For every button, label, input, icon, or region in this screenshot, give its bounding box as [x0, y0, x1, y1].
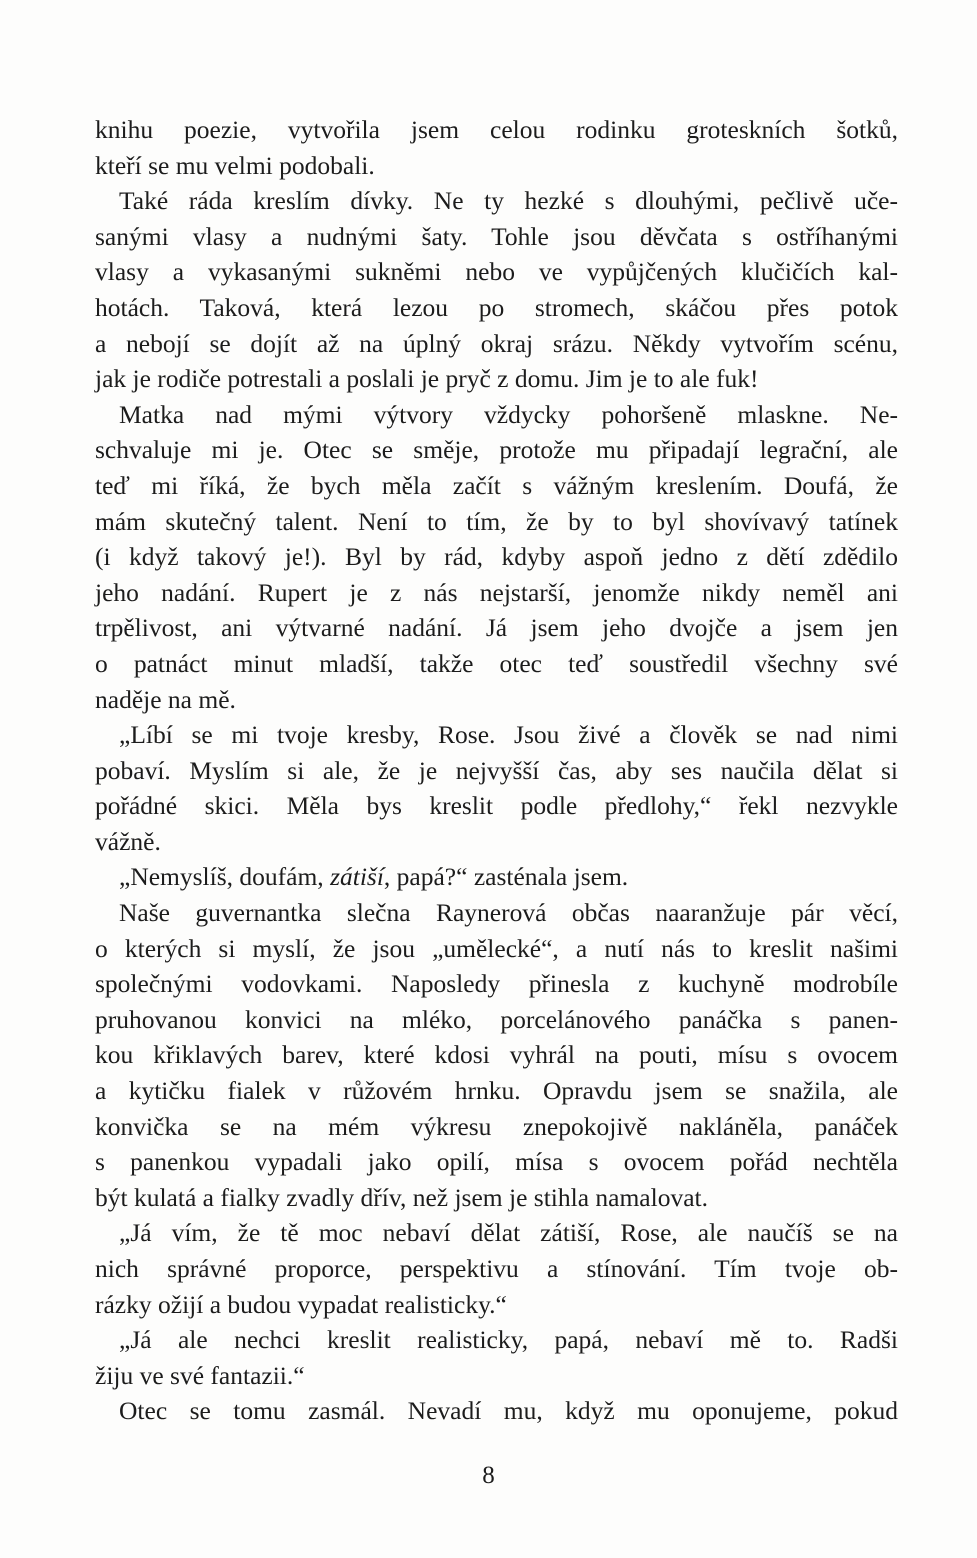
text-line: Naše guvernantka slečna Raynerová občas naaranžuje pár věcí,: [119, 898, 898, 928]
text-line: pořádné skici. Měla bys kreslit podle předlohy,“ řekl nezvykle: [95, 791, 898, 821]
text-line: pruhovanou konvici na mléko, porcelánového panáčka s panen-: [95, 1004, 898, 1034]
text-line: s panenkou vypadali jako opilí, mísa s ovocem pořád nechtěla: [95, 1147, 898, 1177]
body-text: [95, 112, 898, 1429]
text-line: o kterých si myslí, že jsou „umělecké“, a nutí nás to kreslit našimi: [95, 933, 898, 963]
text-line: žiju ve své fantazii.“: [95, 1360, 305, 1390]
text-line: hotách. Taková, která lezou po stromech, skáčou přes potok: [95, 292, 898, 322]
text-line: Také ráda kreslím dívky. Ne ty hezké s dlouhými, pečlivě uče-: [119, 186, 898, 216]
text-line: o patnáct minut mladší, takže otec teď soustředil všechny své: [95, 648, 898, 678]
text-line: sanými vlasy a nudnými šaty. Tohle jsou děvčata s ostříhanými: [95, 221, 898, 251]
text-line: vlasy a vykasanými sukněmi nebo ve vypůjčených klučičích kal-: [95, 257, 898, 287]
text-line: pobaví. Myslím si ale, že je nejvyšší čas, aby ses naučila dělat si: [95, 755, 898, 785]
text-line: „Já ale nechci kreslit realisticky, papá, nebaví mě to. Radši: [119, 1325, 898, 1355]
text-line: „Líbí se mi tvoje kresby, Rose. Jsou živé a člověk se nad nimi: [119, 720, 898, 750]
text-line: „Já vím, že tě moc nebaví dělat zátiší, Rose, ale naučíš se na: [119, 1218, 898, 1248]
text-line: a kytičku fialek v růžovém hrnku. Opravdu jsem se snažila, ale: [95, 1076, 898, 1106]
text-line: knihu poezie, vytvořila jsem celou rodinku groteskních šotků,: [95, 115, 898, 144]
text-line: konvička se na mém výkresu znepokojivě nakláněla, panáček: [95, 1111, 898, 1141]
text-line: jak je rodiče potrestali a poslali je pryč z domu. Jim je to ale fuk!: [95, 364, 759, 394]
text-line: kteří se mu velmi podobali.: [95, 150, 375, 180]
text-line: Otec se tomu zasmál. Nevadí mu, když mu oponujeme, pokud: [119, 1396, 898, 1426]
text-line: „Nemyslíš, doufám, zátiší, papá?“ zasténala jsem.: [119, 862, 629, 892]
text-line: kou křiklavých barev, které kdosi vyhrál na pouti, mísu s ovocem: [95, 1040, 898, 1070]
text-line: jeho nadání. Rupert je z nás nejstarší, jenomže nikdy neměl ani: [95, 577, 898, 607]
text-line: Matka nad mými výtvory vždycky pohoršeně mlaskne. Ne-: [119, 399, 898, 429]
text-line: trpělivost, ani výtvarné nadání. Já jsem jeho dvojče a jsem jen: [95, 613, 898, 643]
text-line: mám skutečný talent. Není to tím, že by to byl shovívavý tatínek: [95, 506, 898, 536]
text-line: teď mi říká, že bych měla začít s vážným kreslením. Doufá, že: [95, 470, 898, 500]
text-line: schvaluje mi je. Otec se směje, protože mu připadají legrační, ale: [95, 435, 898, 465]
text-line: a nebojí se dojít až na úplný okraj srázu. Někdy vytvořím scénu,: [95, 328, 898, 358]
italic-word: zátiší: [330, 862, 384, 892]
text-line: (i když takový je!). Byl by rád, kdyby aspoň jedno z dětí zdědilo: [95, 542, 898, 572]
text-line: vážně.: [95, 826, 161, 856]
page-number: 8: [482, 1462, 495, 1489]
text-line: nich správné proporce, perspektivu a stínování. Tím tvoje ob-: [95, 1254, 898, 1283]
text-line: být kulatá a fialky zvadly dřív, než jsem je stihla namalovat.: [95, 1182, 708, 1212]
text-line: naděje na mě.: [95, 684, 236, 714]
text-line: společnými vodovkami. Naposledy přinesla z kuchyně modrobíle: [95, 969, 898, 999]
text-line: rázky ožijí a budou vypadat realisticky.“: [95, 1289, 507, 1319]
